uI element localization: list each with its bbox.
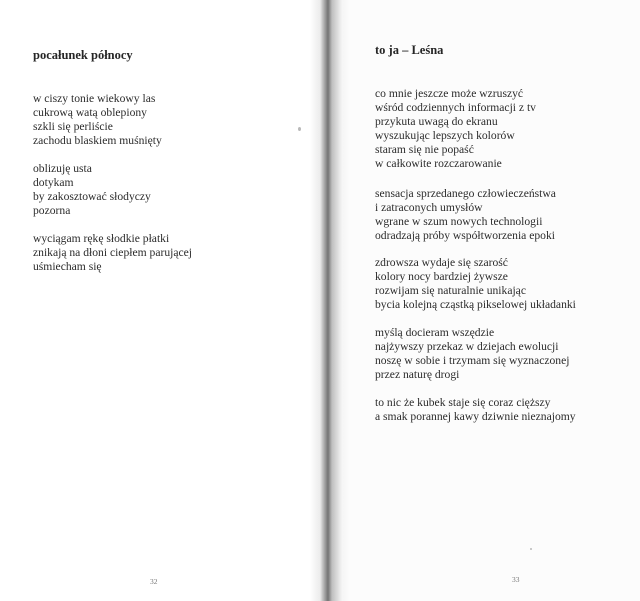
poem-line: pozorna bbox=[33, 204, 71, 217]
stanza bbox=[375, 87, 536, 171]
stanza bbox=[33, 232, 192, 274]
poem-title: pocałunek północy bbox=[33, 48, 133, 62]
page-number: 32 bbox=[150, 577, 158, 586]
poem-line: przykuta uwagą do ekranu bbox=[375, 115, 498, 128]
poem-line: a smak porannej kawy dziwnie nieznajomy bbox=[375, 410, 576, 423]
paper-speck bbox=[530, 548, 532, 550]
poem-line: to nic że kubek staje się coraz cięższy bbox=[375, 396, 551, 409]
poem-line: przez naturę drogi bbox=[375, 368, 460, 381]
poem-line: by zakosztować słodyczy bbox=[33, 190, 151, 203]
poem-line: dotykam bbox=[33, 176, 74, 189]
poem-line: myślą docieram wszędzie bbox=[375, 326, 495, 339]
poem-line: wyciągam rękę słodkie płatki bbox=[33, 232, 170, 245]
poem-line: znikają na dłoni ciepłem parującej bbox=[33, 246, 193, 259]
poem-line: i zatraconych umysłów bbox=[375, 201, 483, 214]
poem-line: najżywszy przekaz w dziejach ewolucji bbox=[375, 340, 559, 353]
page-number: 33 bbox=[512, 575, 520, 584]
poem-line: uśmiecham się bbox=[33, 260, 102, 273]
poem-line: zdrowsza wydaje się szarość bbox=[375, 256, 508, 269]
poem-line: staram się nie popaść bbox=[375, 143, 474, 156]
paper-speck bbox=[298, 127, 301, 131]
stanza bbox=[375, 256, 576, 312]
poem-line: wśród codziennych informacji z tv bbox=[375, 101, 536, 114]
poem-line: w całkowite rozczarowanie bbox=[375, 157, 502, 170]
poem-line: szkli się perliście bbox=[33, 120, 113, 133]
stanza bbox=[33, 162, 151, 218]
right-page bbox=[322, 0, 640, 601]
stanza bbox=[33, 92, 162, 148]
poem-line: sensacja sprzedanego człowieczeństwa bbox=[375, 187, 556, 200]
poem-line: kolory nocy bardziej żywsze bbox=[375, 270, 508, 283]
stanza bbox=[375, 326, 569, 382]
poem-line: wyszukując lepszych kolorów bbox=[375, 129, 515, 142]
poem-line: bycia kolejną cząstką pikselowej układanki bbox=[375, 298, 576, 311]
poem-line: w ciszy tonie wiekowy las bbox=[33, 92, 156, 105]
stanza bbox=[375, 396, 576, 424]
poem-line: rozwijam się naturalnie unikając bbox=[375, 284, 526, 297]
poem-line: wgrane w szum nowych technologii bbox=[375, 215, 543, 228]
poem-line: odradzają próby współtworzenia epoki bbox=[375, 229, 555, 242]
poem-line: oblizuję usta bbox=[33, 162, 92, 175]
poem-line: cukrową watą oblepiony bbox=[33, 106, 147, 119]
poem-title: to ja – Leśna bbox=[375, 43, 444, 57]
book-gutter-shadow bbox=[310, 0, 350, 601]
poem-line: co mnie jeszcze może wzruszyć bbox=[375, 87, 524, 100]
poem-line: noszę w sobie i trzymam się wyznaczonej bbox=[375, 354, 570, 367]
poem-line: zachodu blaskiem muśnięty bbox=[33, 134, 162, 147]
stanza bbox=[375, 187, 556, 243]
